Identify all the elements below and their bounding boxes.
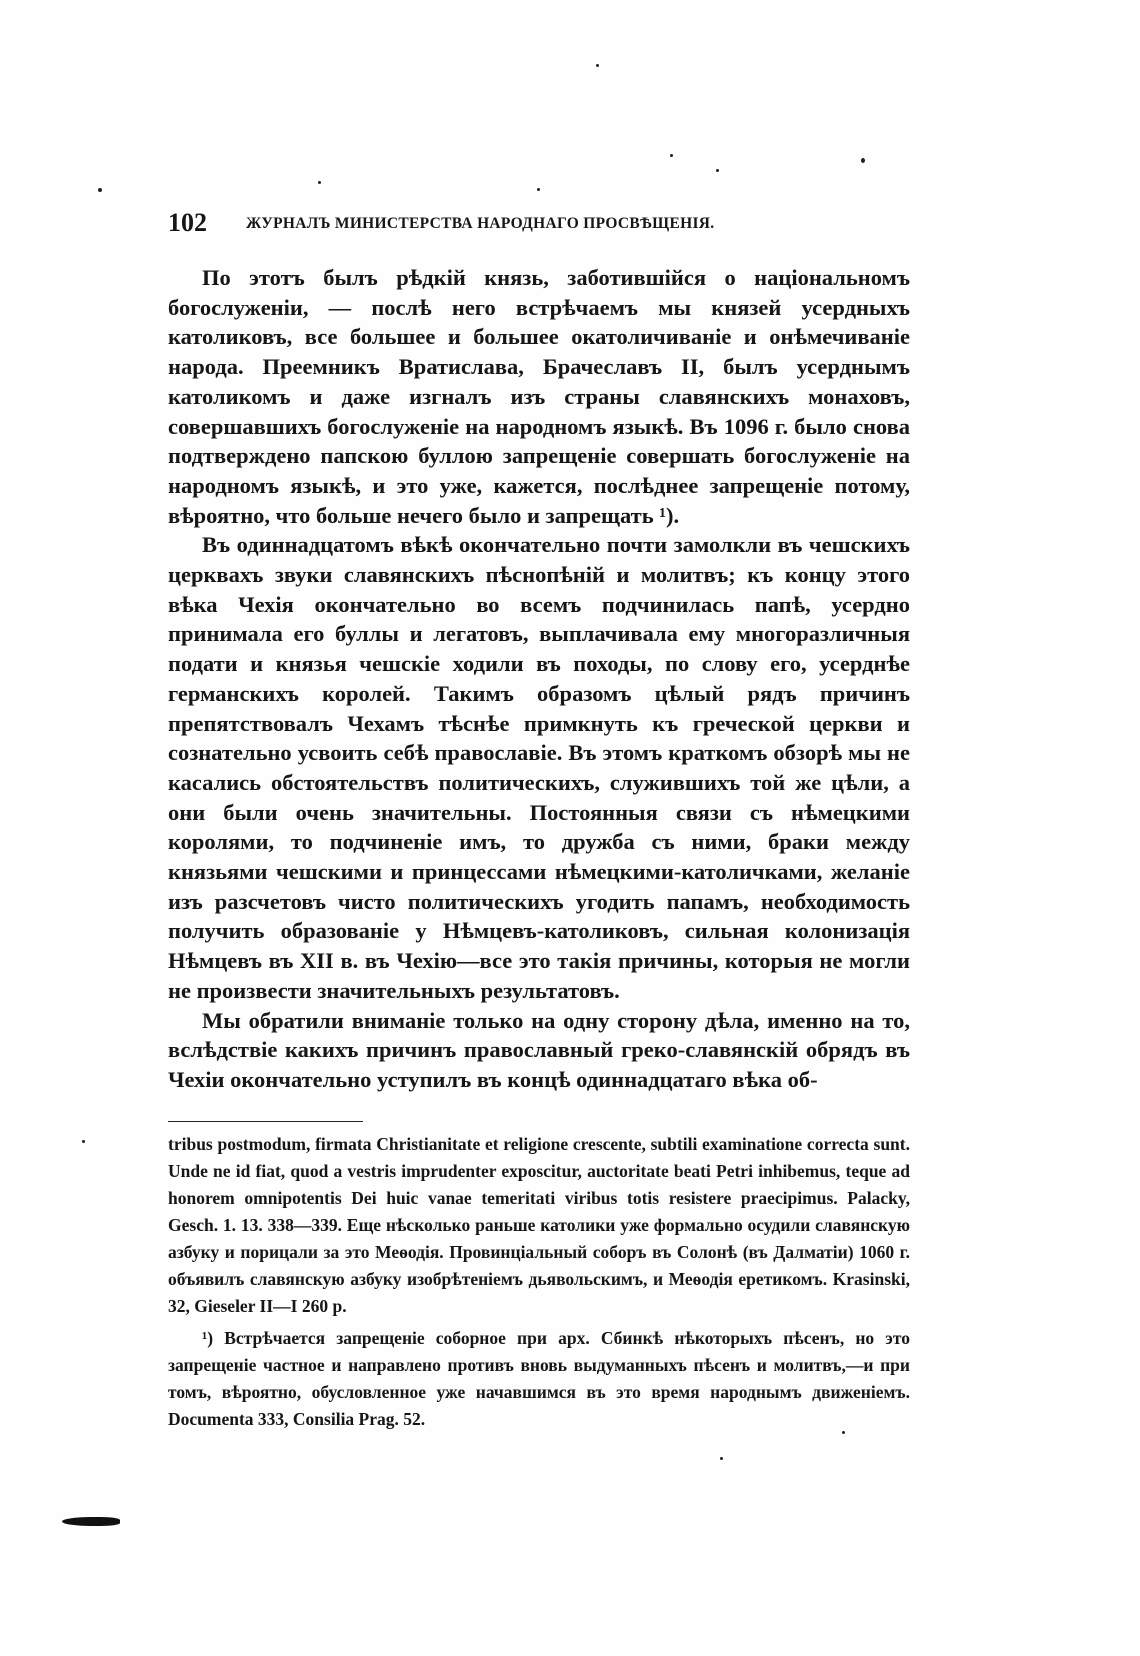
- ink-mark: [62, 1517, 120, 1526]
- paragraph: По этотъ былъ рѣдкій князь, заботившійся о національномъ богослуженіи, — послѣ него встрѣчаемъ мы князей усердныхъ католиковъ, все большее и большее окатоличиваніе и онѣмечиваніе народа. Преемникъ Вратислава, Брачеславъ II, былъ усерднымъ католикомъ и даже изгналъ изъ страны славянскихъ монаховъ, совершавшихъ богослуженіе на народномъ языкѣ. Въ 1096 г. было снова подтверждено папскою буллою запрещеніе совершать богослуженіе на народномъ языкѣ, и это уже, кажется, послѣднее запрещеніе потому, вѣроятно, что больше нечего было и запрещать ¹).: [168, 265, 910, 528]
- scan-speck: [716, 169, 719, 172]
- scan-speck: [82, 1140, 85, 1143]
- footnote-1: ¹) Встрѣчается запрещеніе соборное при арх. Сбинкѣ нѣкоторыхъ пѣсенъ, но это запрещеніе частное и направлено противъ вновь выдуманныхъ пѣсенъ и молитвъ,—и при томъ, вѣроятно, обусловленное уже начавшимся въ это время народнымъ движеніемъ. Documenta 333, Consilia Prag. 52.: [168, 1328, 910, 1429]
- paragraph: Въ одиннадцатомъ вѣкѣ окончательно почти замолкли въ чешскихъ церквахъ звуки славянскихъ пѣснопѣній и молитвъ; къ концу этого вѣка Чехія окончательно во всемъ подчинилась папѣ, усердно принимала его буллы и легатовъ, выплачивала ему многоразличныя подати и князья чешскіе ходили въ походы, по слову его, усерднѣе германскихъ королей. Такимъ образомъ цѣлый рядъ причинъ препятствовалъ Чехамъ тѣснѣе примкнуть къ греческой церкви и сознательно усвоить себѣ православіе. Въ этомъ краткомъ обзорѣ мы не касались обстоятельствъ политическихъ, служившихъ той же цѣли, а они были очень значительны. Постоянныя связи съ нѣмецкими королями, то подчиненіе имъ, то дружба съ ними, браки между князьями чешскими и принцессами нѣмецкими-католичками, желаніе изъ разсчетовъ чисто политическихъ угодить папамъ, необходимость получить образованіе у Нѣмцевъ-католиковъ, сильная колонизація Нѣмцевъ въ XII в. въ Чехію—все это такія причины, которыя не могли не произвести значительныхъ результатовъ.: [168, 532, 910, 1003]
- page-header: [168, 208, 908, 240]
- scan-speck: [720, 1457, 723, 1460]
- main-text: [168, 263, 910, 1095]
- scan-speck: [596, 64, 599, 67]
- footnote-continuation: tribus postmodum, firmata Christianitate et religione crescente, subtili examinatione correcta sunt. Unde ne id fiat, quod a vestris imprudenter exposcitur, auctoritate beati Petri inhibemus, teque ad honorem omnipotentis Dei huic vanae temeritati viribus totis resistere praecipimus. Palacky, Gesch. 1. 13. 338—339. Еще нѣсколько раньше католики уже формально осудили славянскую азбуку и порицали за это Меѳодія. Провинціальный соборъ въ Солонѣ (въ Далматіи) 1060 г. объявилъ славянскую азбуку изобрѣтеніемъ дьявольскимъ, и Меѳодія еретикомъ. Krasinski, 32, Gieseler II—I 260 p.: [168, 1134, 910, 1316]
- scan-speck: [537, 188, 540, 191]
- scan-speck: [670, 154, 673, 157]
- footnotes: [168, 1131, 910, 1433]
- scan-speck: [318, 181, 321, 184]
- page-number: 102: [168, 208, 207, 237]
- scan-speck: [98, 188, 102, 192]
- footnote-separator: [168, 1121, 363, 1122]
- scan-speck: [861, 158, 865, 163]
- paragraph: Мы обратили вниманіе только на одну сторону дѣла, именно на то, вслѣдствіе какихъ причинъ православный греко-славянскій обрядъ въ Чехіи окончательно уступилъ въ концѣ одиннадцатаго вѣка об-: [168, 1007, 910, 1092]
- running-title: ЖУРНАЛЪ МИНИСТЕРСТВА НАРОДНАГО ПРОСВѢЩЕНІЯ.: [246, 215, 715, 232]
